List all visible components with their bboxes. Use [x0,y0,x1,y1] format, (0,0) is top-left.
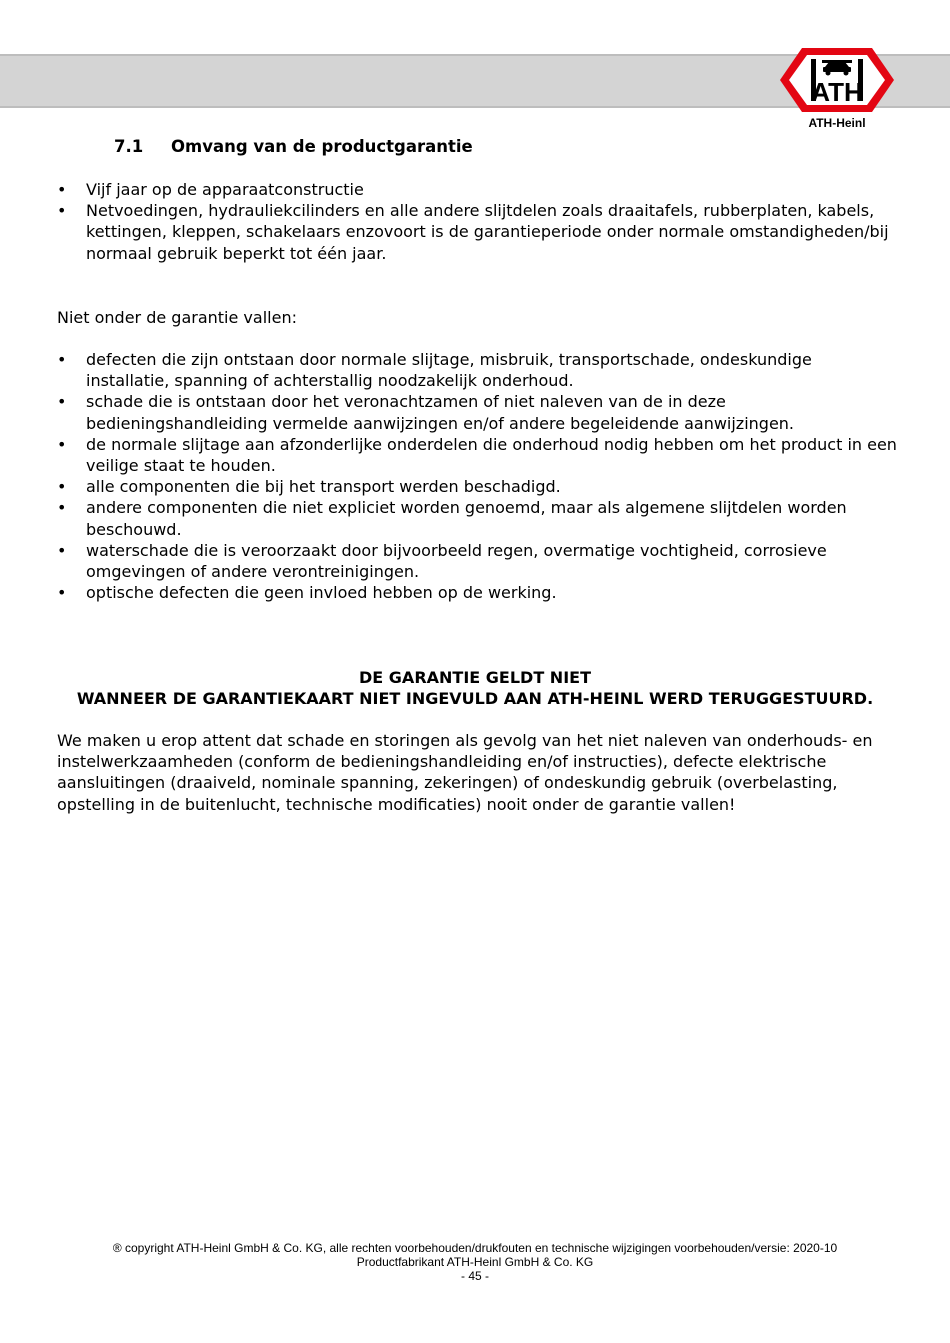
coverage-list [57,179,897,264]
ath-logo-icon [778,46,896,116]
svg-text:ATH: ATH [811,77,863,107]
list-item: • optische defecten die geen invloed hebben op de werking. [57,583,557,603]
list-item: • Vijf jaar op de apparaatconstructie [57,180,364,199]
closing-paragraph: We maken u erop attent dat schade en storingen als gevolg van het niet naleven van onderhouds- en instelwerkzaamheden (conform de bedieningshandleiding en/of instructies), defecte elektrische aansluitingen (draaiveld, nominale spanning, zekeringen) of ondeskundig gebruik (overbelasting, opstelling in de buitenlucht, technische modificaties) nooit onder de garantie vallen! [57,731,873,814]
notice-line-1: DE GARANTIE GELDT NIET [359,668,591,687]
list-item: • andere componenten die niet expliciet worden genoemd, maar als algemene slijtdelen worden beschouwd. [57,498,847,539]
footer-copyright: ® copyright ATH-Heinl GmbH & Co. KG, alle rechten voorbehouden/drukfouten en technische wijzigingen voorbehouden/versie: 2020-10 [112,1241,838,1255]
section-heading [114,137,473,156]
list-item: • defecten die zijn ontstaan door normale slijtage, misbruik, transportschade, ondeskundige installatie, spanning of achterstallig noodzakelijk onderhoud. [57,350,812,391]
list-item: • de normale slijtage aan afzonderlijke onderdelen die onderhoud nodig hebben om het product in een veilige staat te houden. [57,434,897,476]
list-item: • schade die is ontstaan door het veronachtzamen of niet naleven van de in deze bedieningshandleiding vermelde aanwijzingen en/of andere begeleidende aanwijzingen. [57,392,795,433]
logo-caption: ATH-Heinl [808,116,866,130]
page-number: - 45 - [460,1268,489,1283]
exclusions-intro: Niet onder de garantie vallen: [57,308,297,327]
list-item: • waterschade die is veroorzaakt door bijvoorbeeld regen, overmatige vochtigheid, corrosieve omgevingen of andere verontreinigingen. [57,540,827,582]
notice-line-2: WANNEER DE GARANTIEKAART NIET INGEVULD AAN ATH-HEINL WERD TERUGGESTUURD. [76,688,874,708]
section-number: 7.1 [114,137,144,156]
ath-heinl-logo [778,46,896,138]
list-item: • Netvoedingen, hydrauliekcilinders en alle andere slijtdelen zoals draaitafels, rubberplaten, kabels, kettingen, kleppen, schakelaars enzovoort is de garantieperiode onder normale omstandigheden/bij normaal gebruik beperkt tot één jaar. [57,201,889,263]
footer-manufacturer: Productfabrikant ATH-Heinl GmbH & Co. KG [356,1254,594,1269]
list-item: • alle componenten die bij het transport werden beschadigd. [57,477,561,497]
warranty-notice [0,668,950,709]
page-footer [0,1242,950,1283]
section-title: Omvang van de productgarantie [171,137,473,156]
exclusions-list [57,349,897,603]
